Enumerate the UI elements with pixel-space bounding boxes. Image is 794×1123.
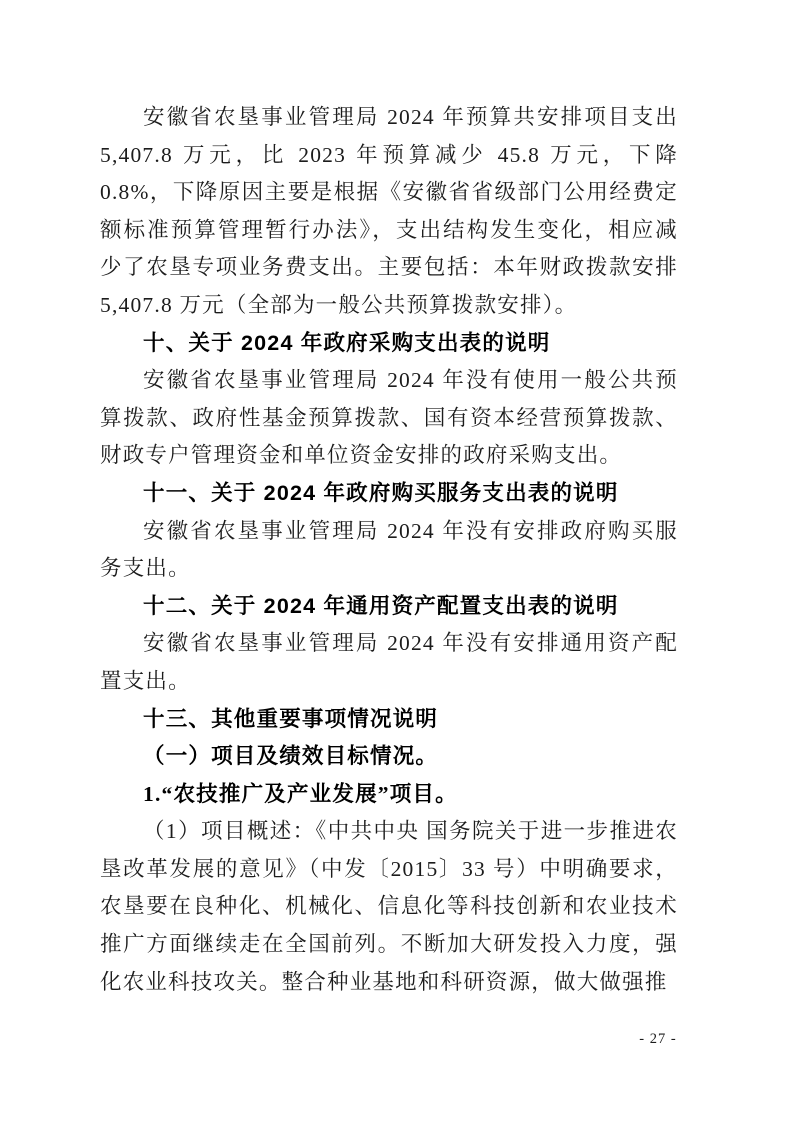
paragraph-project-overview: （1）项目概述：《中共中央 国务院关于进一步推进农垦改革发展的意见》（中发〔2015〕33 号）中明确要求，农垦要在良种化、机械化、信息化等科技创新和农业技术推广方面继续走在全国前列。不断加大研发投入力度，强化农业科技攻关。整合种业基地和科研资源，做大做强推 <box>100 819 678 994</box>
heading-project-agritech-promotion: 1.“农技推广及产业发展”项目。 <box>143 781 458 806</box>
paragraph-project-expenditure-summary: 安徽省农垦事业管理局 2024 年预算共安排项目支出 5,407.8 万元，比 2023 年预算减少 45.8 万元，下降 0.8%，下降原因主要是根据《安徽省省级部门公用经费定额标准预算管理暂行办法》，支出结构发生变化，相应减少了农垦专项业务费支出。主要包括：本年财政拨款安排 5,407.8 万元（全部为一般公共预算拨款安排）。 <box>100 105 678 317</box>
document-content <box>100 99 678 1001</box>
heading-section-twelve-asset-allocation: 十二、关于 2024 年通用资产配置支出表的说明 <box>143 593 619 618</box>
heading-section-eleven-purchased-services: 十一、关于 2024 年政府购买服务支出表的说明 <box>143 480 619 505</box>
heading-section-thirteen-other-matters: 十三、其他重要事项情况说明 <box>143 706 439 731</box>
page-number: - 27 - <box>639 1031 677 1047</box>
heading-section-ten-gov-procurement: 十、关于 2024 年政府采购支出表的说明 <box>143 330 551 355</box>
paragraph-section-ten-body: 安徽省农垦事业管理局 2024 年没有使用一般公共预算拨款、政府性基金预算拨款、国有资本经营预算拨款、财政专户管理资金和单位资金安排的政府采购支出。 <box>100 368 678 468</box>
heading-subsection-one-project-performance: （一）项目及绩效目标情况。 <box>143 744 439 769</box>
paragraph-section-eleven-body: 安徽省农垦事业管理局 2024 年没有安排政府购买服务支出。 <box>100 518 678 581</box>
paragraph-section-twelve-body: 安徽省农垦事业管理局 2024 年没有安排通用资产配置支出。 <box>100 631 678 693</box>
